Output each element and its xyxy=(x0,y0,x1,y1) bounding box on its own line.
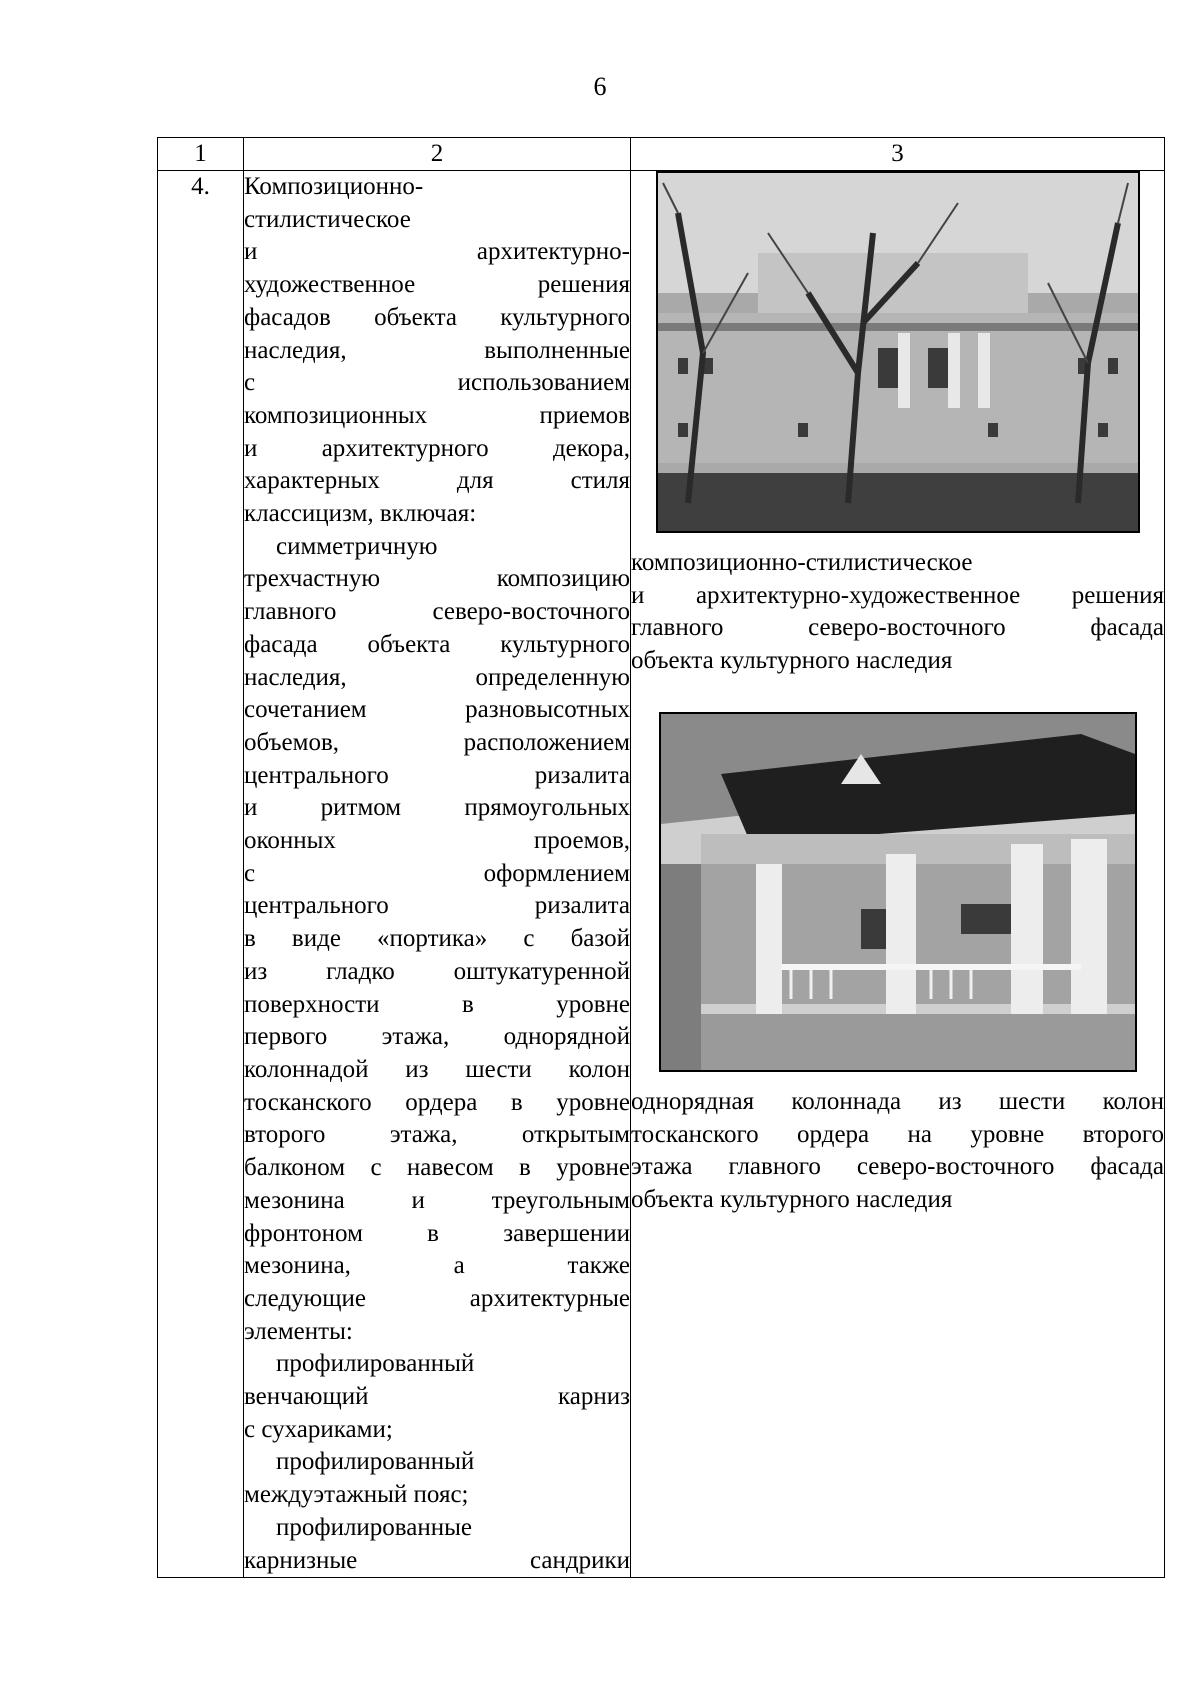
text-line: симметричную xyxy=(276,532,438,560)
text-line: фронтоном в завершении xyxy=(244,1219,630,1247)
table-row xyxy=(158,171,1165,1578)
text-line: оконных проемов, xyxy=(244,827,630,855)
text-line: объемов, расположением xyxy=(244,728,630,756)
text-line: тосканского ордера в уровне xyxy=(244,1088,630,1116)
text-line: Композиционно- xyxy=(244,173,424,200)
heritage-table xyxy=(157,137,1165,1578)
text-line: в виде «портика» с базой xyxy=(244,925,630,953)
text-line: объекта культурного наследия xyxy=(631,647,953,675)
colonnade-photo xyxy=(659,712,1137,1072)
text-line: мезонина и треугольным xyxy=(244,1186,630,1214)
text-line: колоннадой из шести колон xyxy=(244,1055,630,1083)
text-line: и ритмом прямоугольных xyxy=(244,794,630,822)
text-line: композиционных приемов xyxy=(244,401,630,429)
colonnade-caption xyxy=(631,1086,1164,1217)
row-photos xyxy=(631,171,1165,1578)
text-line: и архитектурно-художественное решения xyxy=(631,581,1164,609)
text-line: междуэтажный пояс; xyxy=(244,1481,469,1509)
row-number: 4. xyxy=(158,171,244,1578)
text-line: однорядная колоннада из шести колон xyxy=(631,1087,1164,1115)
text-line: фасада объекта культурного xyxy=(244,630,630,658)
text-line: главного северо-восточного xyxy=(244,598,630,626)
text-line: венчающий карниз xyxy=(244,1383,630,1411)
header-col-2: 2 xyxy=(244,138,631,171)
text-line: с использованием xyxy=(244,369,630,397)
header-col-1: 1 xyxy=(158,138,244,171)
text-line: тосканского ордера на уровне второго xyxy=(631,1120,1164,1148)
text-line: профилированные xyxy=(276,1513,473,1541)
page-number: 6 xyxy=(593,72,607,101)
table-header-row xyxy=(158,138,1165,171)
text-line: с оформлением xyxy=(244,859,630,887)
text-line: с сухариками; xyxy=(244,1415,393,1443)
header-col-3: 3 xyxy=(631,138,1165,171)
text-line: фасадов объекта культурного xyxy=(244,303,630,331)
text-line: характерных для стиля xyxy=(244,467,630,495)
text-line: сочетанием разновысотных xyxy=(244,696,630,724)
text-line: профилированный xyxy=(276,1350,475,1378)
text-line: первого этажа, однорядной xyxy=(244,1023,630,1051)
text-line: балконом с навесом в уровне xyxy=(244,1154,630,1182)
facade-caption xyxy=(631,547,1164,678)
text-line: центрального ризалита xyxy=(244,761,630,789)
text-line: следующие архитектурные xyxy=(244,1284,630,1312)
text-line: композиционно-стилистическое xyxy=(631,549,973,576)
text-line: главного северо-восточного фасада xyxy=(631,614,1164,642)
text-line: стилистическое xyxy=(244,205,411,233)
text-line: второго этажа, открытым xyxy=(244,1121,630,1149)
text-line: этажа главного северо-восточного фасада xyxy=(631,1153,1164,1181)
text-line: объекта культурного наследия xyxy=(631,1185,953,1213)
text-line: профилированный xyxy=(276,1448,475,1476)
text-line: и архитектурно- xyxy=(244,238,630,266)
text-line: элементы: xyxy=(244,1317,353,1345)
text-line: поверхности в уровне xyxy=(244,990,630,1018)
row-description xyxy=(244,171,631,1578)
text-line: и архитектурного декора, xyxy=(244,434,630,462)
text-line: центрального ризалита xyxy=(244,892,630,920)
text-line: мезонина, а также xyxy=(244,1252,630,1280)
text-line: художественное решения xyxy=(244,271,630,299)
text-line: карнизные сандрики xyxy=(244,1546,630,1574)
text-line: классицизм, включая: xyxy=(244,500,477,528)
text-line: наследия, выполненные xyxy=(244,336,630,364)
text-line: из гладко оштукатуренной xyxy=(244,957,630,985)
text-line: наследия, определенную xyxy=(244,663,630,691)
text-line: трехчастную композицию xyxy=(244,565,630,593)
facade-photo xyxy=(656,171,1140,533)
